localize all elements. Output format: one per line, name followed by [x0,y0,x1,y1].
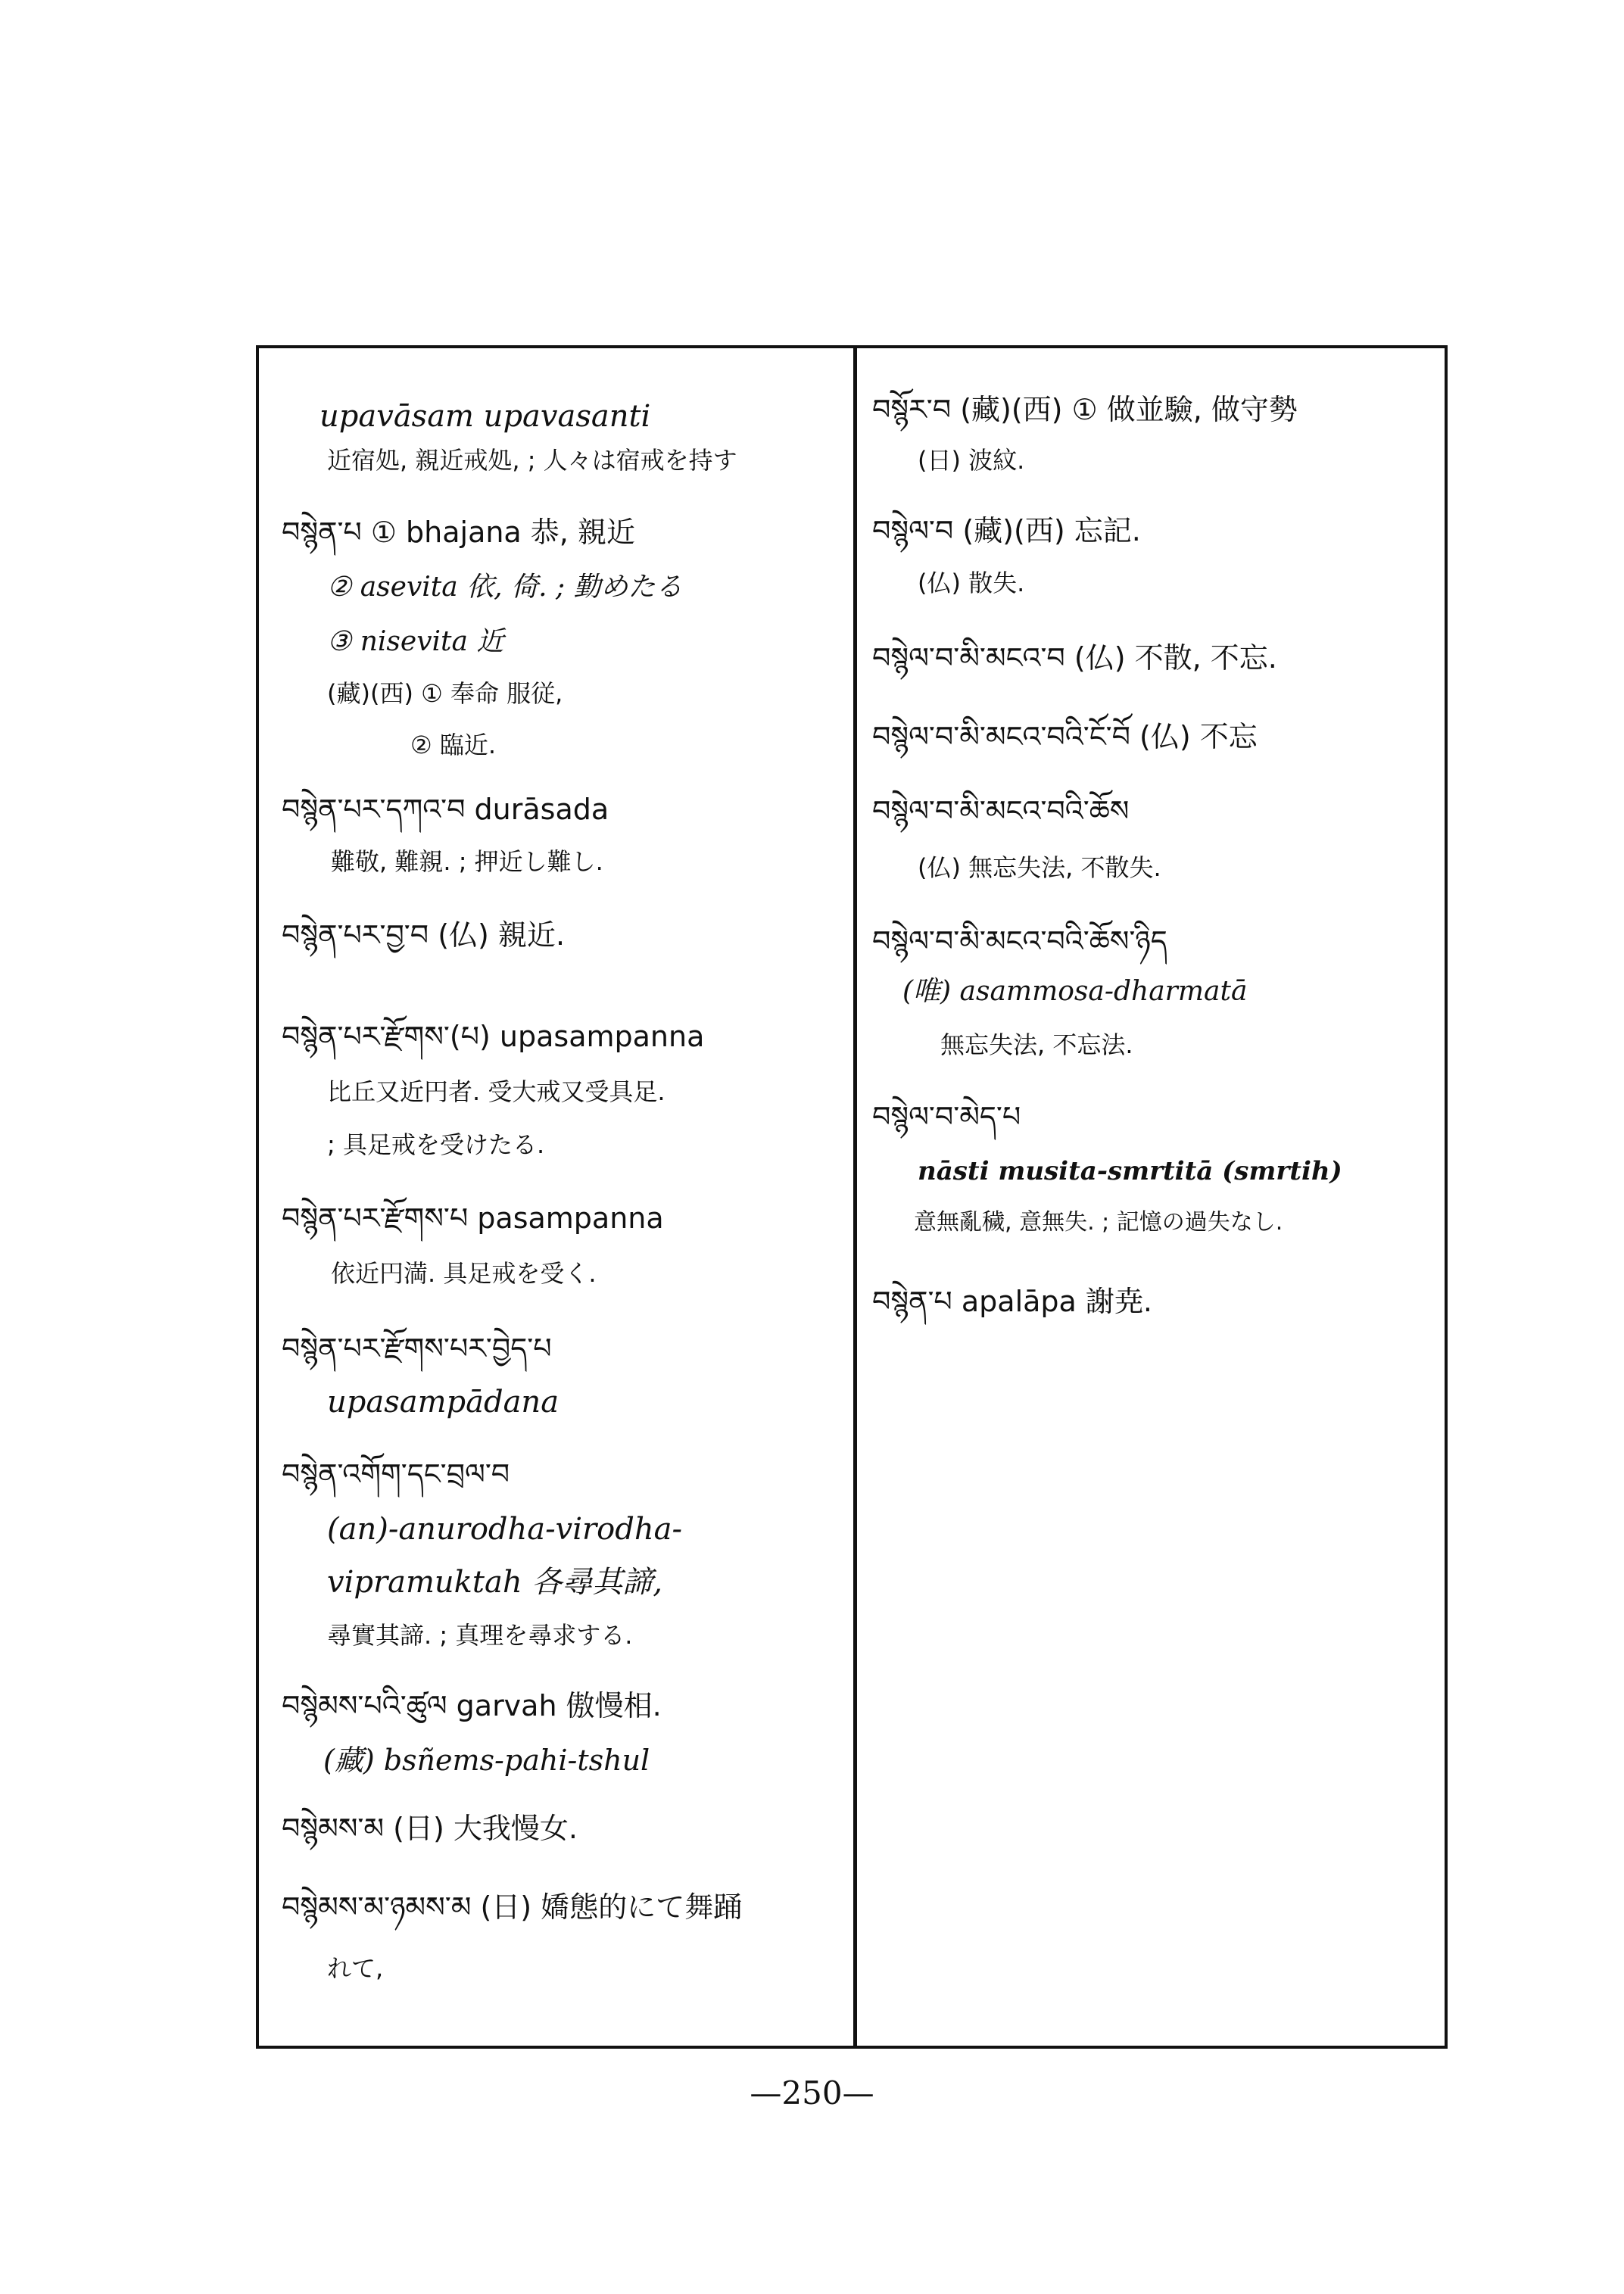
japanese-gloss: ; 具足戒を受けたる. [327,1130,545,1159]
japanese-gloss: ② 臨近. [410,731,497,759]
japanese-gloss: 比丘又近円者. 受大戒又受具足. [327,1077,665,1106]
romanized-term: upasampādana [327,1385,560,1420]
dictionary-headword: བསྙེམས་མ་ཉམས་མ (日) 嬌態的にて舞踊 [282,1890,743,1924]
romanized-term: upavāsam upavasanti [320,399,651,434]
dictionary-headword: བསྙེན་འགོག་དང་བྲལ་བ [282,1457,510,1491]
romanized-term: ③ nisevita 近 [327,626,504,657]
dictionary-headword: བསྙེན་པར་དཀའ་བ durāsada [282,793,609,826]
right-column [857,348,1445,2046]
dictionary-headword: བསྙེལ་བ་མི་མངའ་བ (仏) 不散, 不忘. [872,641,1277,675]
dictionary-headword: བསྙེལ་བ་མི་མངའ་བའི་ཆོས་ཉིད [872,924,1167,958]
romanized-term: (an)-anurodha-virodha- [327,1512,682,1547]
japanese-gloss: (仏) 無忘失法, 不散失. [918,853,1161,882]
dictionary-headword: བསྙོར་བ (藏)(西) ① 做並驗, 做守勢 [872,393,1298,426]
japanese-gloss: 無忘失法, 不忘法. [940,1030,1133,1059]
dictionary-headword: བསྙེན་པར་རྫོགས་པར་བྱེད་པ [282,1332,552,1365]
page-frame [256,345,1448,2049]
japanese-gloss: (藏)(西) ① 奉命 服従, [327,679,563,708]
dictionary-headword: བསྙེམས་པའི་ཚུལ garvah 傲慢相. [282,1689,662,1722]
dictionary-headword: བསྙེན་པར་རྫོགས་(པ) upasampanna [282,1020,705,1053]
japanese-gloss: 尋實其諦. ; 真理を尋求する. [327,1621,633,1650]
dictionary-headword: བསྙེལ་བ་མི་མངའ་བའི་ངོ་བོ (仏) 不忘 [872,720,1258,753]
japanese-gloss: 近宿処, 親近戒処, ; 人々は宿戒を持す [327,446,737,475]
dictionary-headword: བསྙེལ་བ་མེད་པ [872,1100,1021,1133]
romanized-term: nāsti musita-smrtitā (smrtih) [918,1156,1342,1186]
japanese-gloss: 意無亂穢, 意無失. ; 記憶の過失なし. [914,1209,1283,1236]
japanese-gloss: 依近円満. 具足戒を受く. [331,1259,597,1288]
dictionary-headword: བསྙེལ་བ་མི་མངའ་བའི་ཆོས [872,794,1130,828]
romanized-term: ② asevita 依, 倚. ; 勤めたる [327,572,683,603]
dictionary-headword: བསྙེན་པར་བྱ་བ (仏) 親近. [282,918,566,952]
page-number: —250— [750,2074,874,2112]
romanized-term: (藏) bsñems-pahi-tshul [323,1744,650,1777]
dictionary-headword: བསྙེན་པར་རྫོགས་པ pasampanna [282,1202,664,1235]
japanese-gloss: (仏) 散失. [918,569,1025,597]
japanese-gloss: (日) 波紋. [918,446,1025,475]
dictionary-headword: བསྙེལ་བ (藏)(西) 忘記. [872,514,1141,547]
dictionary-headword: བསྙེན་པ ① bhajana 恭, 親近 [282,516,635,549]
japanese-gloss: 難敬, 難親. ; 押近し難し. [331,847,603,876]
romanized-term: vipramuktah 各尋其諦, [327,1565,663,1600]
dictionary-headword: བསྙེམས་མ (日) 大我慢女. [282,1812,578,1845]
japanese-gloss: れて, [327,1954,384,1983]
left-column [259,348,853,2046]
dictionary-headword: བསྙེན་པ apalāpa 謝尭. [872,1285,1152,1318]
romanized-term: (唯) asammosa-dharmatā [902,976,1248,1007]
